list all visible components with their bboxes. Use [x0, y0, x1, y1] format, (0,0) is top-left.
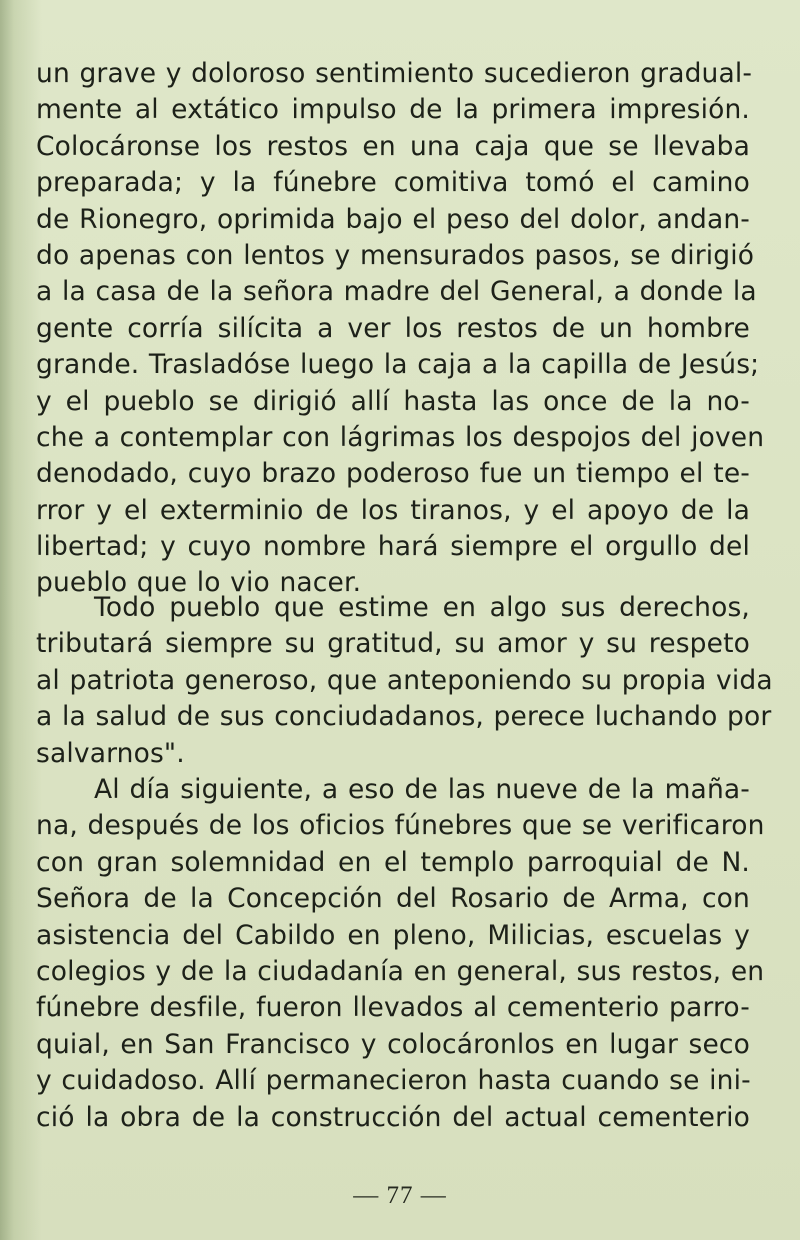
- text-line: rror y el exterminio de los tiranos, y el apoyo de la: [36, 494, 750, 526]
- text-line: pueblo que lo vio nacer.: [36, 567, 362, 599]
- text-line: tributará siempre su gratitud, su amor y su respeto: [36, 628, 750, 660]
- text-line: colegios y de la ciudadanía en general, sus restos, en: [36, 955, 765, 987]
- paragraph-3: [36, 772, 765, 1136]
- text-line: gente corría silícita a ver los restos de un hombre: [36, 312, 750, 344]
- text-line: a la salud de sus conciudadanos, perece luchando por: [36, 701, 772, 733]
- text-line: asistencia del Cabildo en pleno, Milicias, escuelas y: [36, 919, 750, 951]
- text-line: salvarnos".: [36, 737, 185, 769]
- text-line: Señora de la Concepción del Rosario de Arma, con: [36, 883, 750, 915]
- text-line: con gran solemnidad en el templo parroquial de N.: [36, 846, 750, 878]
- text-line: grande. Trasladóse luego la caja a la capilla de Jesús;: [36, 349, 760, 381]
- text-line: Todo pueblo que estime en algo sus derechos,: [94, 592, 750, 623]
- text-line: y el pueblo se dirigió allí hasta las once de la no-: [36, 385, 750, 417]
- text-line: y cuidadoso. Allí permanecieron hasta cuando se ini-: [36, 1065, 751, 1097]
- text-line: Colocáronse los restos en una caja que se llevaba: [36, 130, 750, 162]
- text-line: che a contemplar con lágrimas los despojos del joven: [36, 421, 765, 453]
- text-line: al patriota generoso, que anteponiendo su propia vida: [36, 664, 773, 696]
- text-line: do apenas con lentos y mensurados pasos, se dirigió: [36, 239, 755, 271]
- paragraph-1: [36, 56, 765, 602]
- text-line: mente al extático impulso de la primera impresión.: [36, 94, 750, 126]
- text-line: Al día siguiente, a eso de las nueve de la maña-: [94, 774, 750, 805]
- text-line: a la casa de la señora madre del General, a donde la: [36, 276, 757, 308]
- text-line: ció la obra de la construcción del actual cementerio: [36, 1101, 750, 1133]
- text-line: na, después de los oficios fúnebres que se verificaron: [36, 810, 765, 842]
- page-number: — 77 —: [353, 1182, 447, 1209]
- text-line: quial, en San Francisco y colocáronlos en lugar seco: [36, 1028, 750, 1060]
- text-line: preparada; y la fúnebre comitiva tomó el camino: [36, 167, 750, 199]
- text-line: libertad; y cuyo nombre hará siempre el orgullo del: [36, 531, 750, 563]
- paragraph-2: [36, 590, 773, 772]
- text-line: denodado, cuyo brazo poderoso fue un tiempo el te-: [36, 458, 750, 490]
- text-line: de Rionegro, oprimida bajo el peso del dolor, andan-: [36, 203, 750, 235]
- text-line: un grave y doloroso sentimiento sucedieron gradual-: [36, 58, 753, 89]
- text-line: fúnebre desfile, fueron llevados al cementerio parro-: [36, 992, 750, 1024]
